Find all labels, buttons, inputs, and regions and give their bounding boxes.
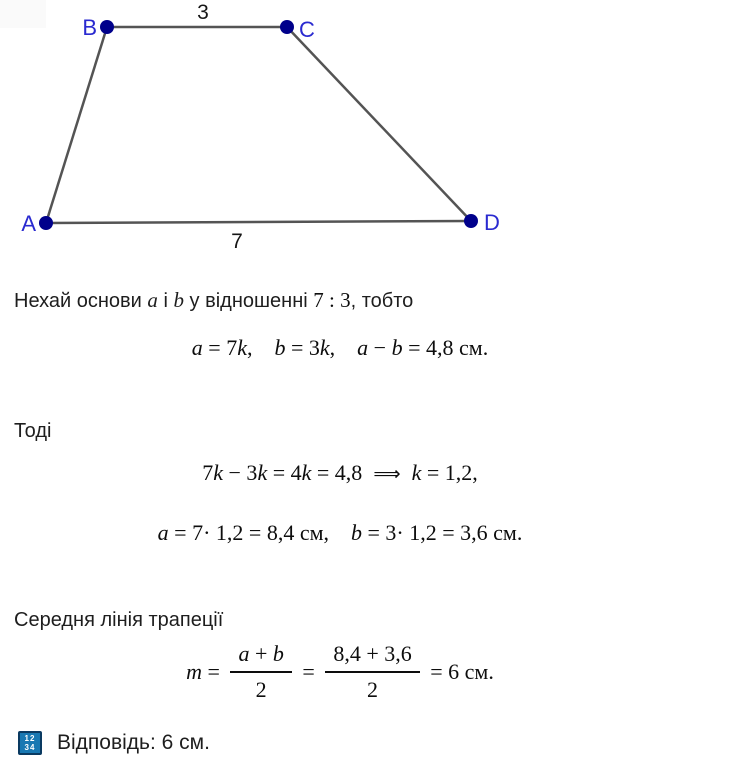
math-var-a: a bbox=[357, 335, 369, 360]
equation-segment: = 1,2, bbox=[421, 460, 478, 485]
math-var-b: b bbox=[391, 335, 403, 360]
answer-text: Відповідь: 6 см. bbox=[57, 731, 210, 754]
fraction-numerator bbox=[230, 640, 291, 673]
vertex-point-a bbox=[39, 216, 53, 230]
vertex-point-d bbox=[464, 214, 478, 228]
equation-segment: + bbox=[249, 641, 273, 666]
equation-segment: = 7· 1,2 = 8,4 см, bbox=[168, 520, 351, 545]
math-var-k: k bbox=[237, 335, 247, 360]
intro-segment: у відношенні bbox=[183, 290, 314, 312]
math-var-b: b bbox=[274, 335, 286, 360]
then-text: Тоді bbox=[14, 420, 52, 442]
fraction-numeric bbox=[325, 640, 419, 704]
fraction-denominator: 2 bbox=[255, 677, 267, 702]
answer-badge-icon bbox=[18, 731, 42, 755]
math-var-a: a bbox=[238, 641, 250, 666]
vertex-point-b bbox=[100, 20, 114, 34]
vertex-point-c bbox=[280, 20, 294, 34]
math-var-b: b bbox=[173, 288, 184, 312]
equation-segment bbox=[401, 460, 412, 485]
equation-segment: = 3 bbox=[285, 335, 320, 360]
edge-ad bbox=[46, 221, 471, 223]
answer-badge-row2: 34 bbox=[24, 743, 36, 752]
math-var-k: k bbox=[301, 460, 312, 485]
equation-segment: 7 bbox=[202, 460, 214, 485]
implies-arrow: ⟹ bbox=[373, 463, 401, 485]
vertex-label-b: B bbox=[82, 15, 97, 40]
intro-segment: Нехай основи bbox=[14, 290, 148, 312]
answer-row bbox=[18, 731, 210, 755]
equation-segment: = 4,8 bbox=[311, 460, 374, 485]
ratio-value: 7 : 3 bbox=[313, 288, 351, 312]
math-var-a: a bbox=[191, 335, 203, 360]
math-var-a: a bbox=[147, 288, 158, 312]
midline-text: Середня лінія трапеції bbox=[14, 609, 224, 631]
math-var-b: b bbox=[272, 641, 284, 666]
edge-cd bbox=[287, 27, 471, 221]
equation-midline bbox=[0, 640, 680, 704]
math-var-k: k bbox=[319, 335, 330, 360]
equation-segment: = 4,8 см. bbox=[402, 335, 489, 360]
vertex-label-a: A bbox=[21, 211, 36, 236]
equation-base-values bbox=[0, 519, 680, 547]
intro-text bbox=[14, 288, 413, 313]
edge-ab bbox=[46, 27, 107, 223]
vertex-label-d: D bbox=[484, 210, 500, 235]
fraction-numerator: 8,4 + 3,6 bbox=[325, 640, 419, 673]
answer-badge-row1: 12 bbox=[24, 734, 36, 743]
equation-segment: = 7 bbox=[202, 335, 238, 360]
fraction-symbolic bbox=[230, 640, 291, 704]
equation-segment: = 3· 1,2 = 3,6 см. bbox=[362, 520, 523, 545]
vertex-label-c: C bbox=[299, 17, 315, 42]
equation-segment: = bbox=[202, 659, 226, 684]
math-var-a: a bbox=[157, 520, 169, 545]
equation-segment: = bbox=[296, 659, 321, 684]
intro-segment: і bbox=[157, 290, 174, 312]
equation-segment: , bbox=[329, 335, 358, 360]
intro-segment: , тобто bbox=[350, 290, 414, 312]
math-var-m: m bbox=[186, 659, 203, 684]
math-var-k: k bbox=[213, 460, 224, 485]
bottom-base-length-label: 7 bbox=[231, 230, 243, 253]
math-var-k: k bbox=[257, 460, 268, 485]
equation-segment: − bbox=[368, 335, 392, 360]
equation-segment: = 6 см. bbox=[424, 659, 494, 684]
trapezoid-figure bbox=[0, 0, 753, 258]
top-base-length-label: 3 bbox=[197, 1, 209, 24]
equation-segment: = 4 bbox=[267, 460, 302, 485]
equation-bases bbox=[0, 334, 680, 362]
fraction-denominator: 2 bbox=[367, 677, 379, 702]
equation-segment: , bbox=[246, 335, 275, 360]
equation-solve-k bbox=[0, 459, 680, 488]
equation-segment: − 3 bbox=[223, 460, 258, 485]
math-var-k: k bbox=[411, 460, 422, 485]
math-var-b: b bbox=[351, 520, 362, 545]
